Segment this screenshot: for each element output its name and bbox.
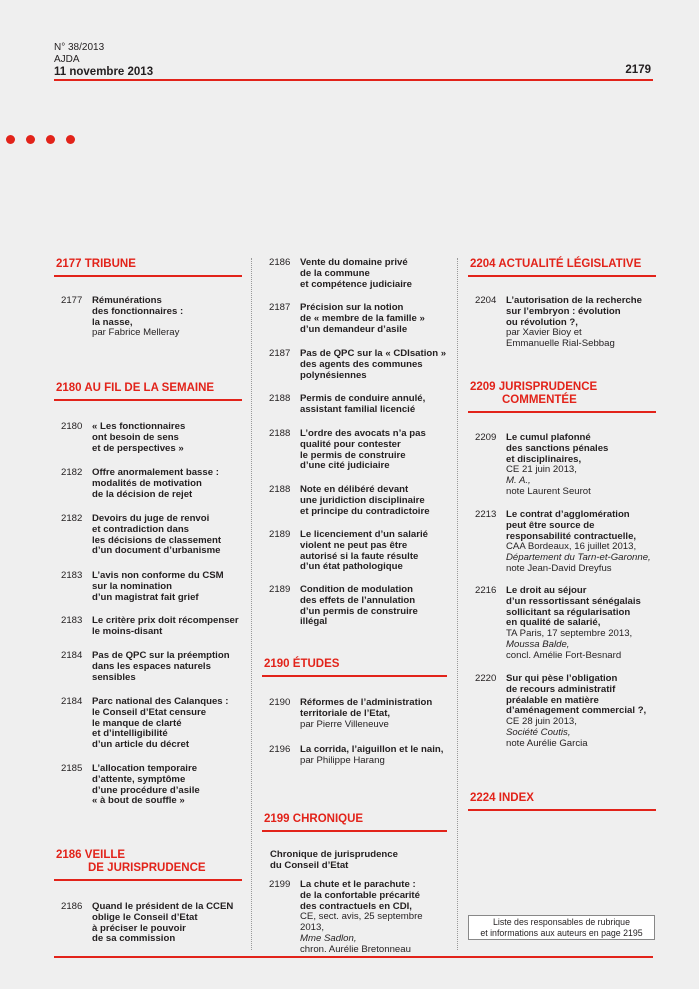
toc-entry[interactable]: [262, 258, 447, 290]
toc-entry[interactable]: [54, 296, 242, 339]
section-rule: [468, 411, 656, 413]
entry-title: L’ordre des avocats n’a pas qualité pour contester le permis de construire d’une cité judiciaire: [300, 428, 426, 472]
section-title: 2190 ÉTUDES: [264, 658, 340, 670]
section-rule: [262, 675, 447, 677]
entry-page: 2190: [269, 697, 291, 708]
toc-entry[interactable]: [262, 745, 447, 767]
entry-citation: CE 28 juin 2013, Société Coutis, note Aurélie Garcia: [506, 716, 588, 749]
entry-title: L’autorisation de la recherche sur l’embryon : évolution ou révolution ?,: [506, 295, 642, 328]
entry-title: La chute et le parachute : de la confortable précarité des contractuels en CDI,: [300, 879, 420, 912]
section-title-line2: DE JURISPRUDENCE: [88, 862, 206, 874]
entry-title: Sur qui pèse l’obligation de recours administratif préalable en matière d’aménagement commercial ?,: [506, 673, 647, 717]
entry-page: 2196: [269, 744, 291, 755]
section-title-line1: 2209 JURISPRUDENCE: [470, 381, 598, 393]
entry-title: Parc national des Calanques : le Conseil d’Etat censure le manque de clarté et d’intelligibilité d’un article du décret: [92, 696, 229, 751]
toc-entry[interactable]: [468, 586, 656, 662]
section-title: [54, 849, 242, 875]
entry-page: 2188: [269, 428, 291, 439]
journal-name: AJDA: [54, 54, 80, 65]
entry-title: Le cumul plafonné des sanctions pénales et disciplinaires,: [506, 432, 609, 465]
toc-entry[interactable]: [54, 651, 242, 683]
entry-title: Réformes de l’administration territoriale de l’Etat,: [300, 697, 433, 719]
toc-entry[interactable]: [262, 530, 447, 573]
column-separator: [251, 258, 252, 950]
entry-title: Permis de conduire annulé, assistant familial licencié: [300, 393, 426, 415]
entry-page: 2189: [269, 529, 291, 540]
toc-entry[interactable]: [468, 674, 656, 750]
header-rule: [54, 79, 653, 81]
section-rule: [54, 399, 242, 401]
page-number: 2179: [625, 64, 651, 76]
toc-entry[interactable]: [54, 697, 242, 751]
entry-citation: TA Paris, 17 septembre 2013, Moussa Balde, concl. Amélie Fort-Besnard: [506, 628, 633, 661]
column-separator: [457, 258, 458, 950]
entry-author: par Fabrice Melleray: [92, 327, 180, 339]
section-actualite: [468, 258, 656, 277]
entry-title: Pas de QPC sur la « CDIsation » des agents des communes polynésiennes: [300, 348, 447, 381]
toc-entry[interactable]: [54, 468, 242, 500]
entry-title: Le contrat d’agglomération peut être source de responsabilité contractuelle,: [506, 509, 637, 542]
entry-title: Pas de QPC sur la préemption dans les espaces naturels sensibles: [92, 650, 230, 683]
toc-entry[interactable]: [262, 394, 447, 416]
entry-citation: CAA Bordeaux, 16 juillet 2013, Département du Tarn-et-Garonne, note Jean-David Dreyfus: [506, 541, 651, 574]
entry-page: 2186: [61, 901, 83, 912]
entry-title: Note en délibéré devant une juridiction disciplinaire et principe du contradictoire: [300, 484, 430, 517]
entry-page: 2209: [475, 432, 497, 443]
toc-entry[interactable]: [54, 571, 242, 603]
section-chronique: [262, 813, 447, 832]
masthead: [54, 42, 153, 78]
toc-entry[interactable]: [54, 514, 242, 557]
section-title: 2224 INDEX: [470, 792, 534, 804]
decorative-dots: [6, 135, 75, 144]
entry-page: 2185: [61, 763, 83, 774]
section-title: 2204 ACTUALITÉ LÉGISLATIVE: [470, 258, 642, 270]
entry-page: 2183: [61, 570, 83, 581]
section-fil: [54, 382, 242, 401]
section-rule: [468, 809, 656, 811]
toc-entry[interactable]: [262, 698, 447, 730]
section-jurisprudence: [468, 381, 656, 413]
entry-page: 2199: [269, 879, 291, 890]
toc-entry[interactable]: [262, 485, 447, 517]
entry-title: Le critère prix doit récompenser le moins-disant: [92, 615, 239, 637]
entry-page: 2177: [61, 295, 83, 306]
section-rule: [54, 275, 242, 277]
entry-author: par Xavier Bioy et Emmanuelle Rial-Sebbag: [506, 327, 615, 350]
toc-entry[interactable]: [54, 422, 242, 454]
toc-entry[interactable]: [468, 433, 656, 498]
toc-entry[interactable]: [262, 880, 447, 956]
entry-page: 2180: [61, 421, 83, 432]
section-title: 2199 CHRONIQUE: [264, 813, 364, 825]
toc-entry[interactable]: [54, 902, 242, 945]
section-rule: [262, 830, 447, 832]
entry-page: 2183: [61, 615, 83, 626]
toc-entry[interactable]: [54, 616, 242, 638]
issue-number: N° 38/2013: [54, 42, 105, 53]
toc-entry[interactable]: [262, 349, 447, 381]
entry-title: Condition de modulation des effets de l’annulation d’un permis de construire illégal: [300, 584, 418, 628]
entry-title: Le droit au séjour d’un ressortissant sénégalais sollicitant sa régularisation en qualité de salarié,: [506, 585, 641, 629]
section-title: 2180 AU FIL DE LA SEMAINE: [56, 382, 215, 394]
entry-title: Vente du domaine privé de la commune et compétence judiciaire: [300, 257, 412, 290]
section-tribune: [54, 258, 242, 277]
section-title: 2177 TRIBUNE: [56, 258, 136, 270]
entry-page: 2204: [475, 295, 497, 306]
section-etudes: [262, 658, 447, 677]
issue-date: 11 novembre 2013: [54, 66, 154, 78]
section-rule: [468, 275, 656, 277]
entry-page: 2182: [61, 513, 83, 524]
entry-title: Quand le président de la CCEN oblige le Conseil d’Etat à préciser le pouvoir de sa commission: [92, 901, 234, 945]
entry-citation: CE 21 juin 2013, M. A., note Laurent Seurot: [506, 464, 591, 497]
entry-page: 2184: [61, 696, 83, 707]
entry-title: Le licenciement d’un salarié violent ne peut pas être autorisé si la faute résulte d’un état pathologique: [300, 529, 428, 573]
entry-page: 2187: [269, 348, 291, 359]
toc-entry[interactable]: [262, 303, 447, 335]
toc-entry[interactable]: [262, 429, 447, 472]
entry-title: Rémunérations des fonctionnaires : la nasse,: [92, 295, 184, 328]
entry-page: 2188: [269, 484, 291, 495]
entry-page: 2184: [61, 650, 83, 661]
info-box: Liste des responsables de rubrique et informations aux auteurs en page 2195: [468, 915, 655, 940]
entry-page: 2216: [475, 585, 497, 596]
entry-citation: CE, sect. avis, 25 septembre 2013, Mme Sadlon, chron. Aurélie Bretonneau: [300, 911, 423, 955]
entry-author: par Philippe Harang: [300, 754, 385, 766]
entry-page: 2187: [269, 302, 291, 313]
entry-page: 2213: [475, 509, 497, 520]
toc-entry[interactable]: [468, 296, 656, 350]
section-title-line2: COMMENTÉE: [502, 394, 577, 406]
entry-title: « Les fonctionnaires ont besoin de sens et de perspectives »: [92, 421, 186, 454]
section-veille: [54, 849, 242, 881]
entry-page: 2189: [269, 584, 291, 595]
entry-title: L’allocation temporaire d’attente, symptôme d’une procédure d’asile « à bout de souffle »: [92, 763, 200, 807]
entry-title: La corrida, l’aiguillon et le nain,: [300, 744, 444, 755]
entry-title: Précision sur la notion de « membre de la famille » d’un demandeur d’asile: [300, 302, 425, 335]
toc-entry[interactable]: [262, 585, 447, 628]
section-title: [468, 381, 656, 407]
entry-title: Offre anormalement basse : modalités de motivation de la décision de rejet: [92, 467, 219, 500]
section-rule: [54, 879, 242, 881]
entry-page: 2188: [269, 393, 291, 404]
entry-page: 2220: [475, 673, 497, 684]
entry-title: L’avis non conforme du CSM sur la nomination d’un magistrat fait grief: [92, 570, 224, 603]
section-index: [468, 792, 656, 811]
subheading: Chronique de jurisprudence du Conseil d’Etat: [270, 849, 398, 871]
footer-rule: [54, 956, 653, 958]
toc-entry[interactable]: [54, 764, 242, 807]
section-title-line1: 2186 VEILLE: [56, 849, 126, 861]
entry-page: 2186: [269, 257, 291, 268]
entry-page: 2182: [61, 467, 83, 478]
entry-author: par Pierre Villeneuve: [300, 718, 389, 730]
entry-title: Devoirs du juge de renvoi et contradiction dans les décisions de classement d’un document d’urbanisme: [92, 513, 222, 557]
toc-entry[interactable]: [468, 510, 656, 575]
